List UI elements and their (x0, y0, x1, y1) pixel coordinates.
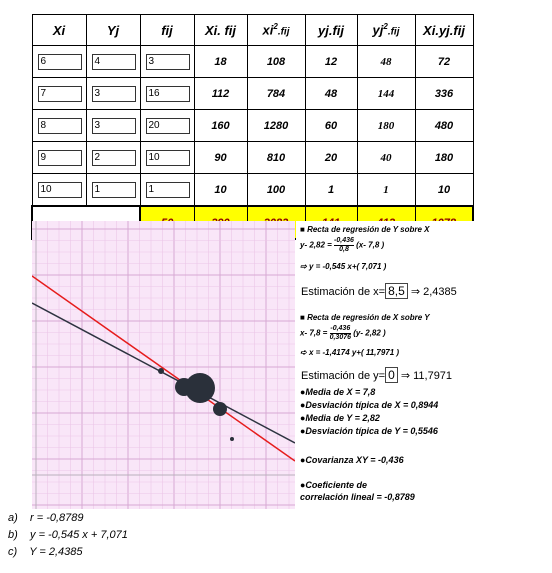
xiyjfij-cell: 72 (415, 46, 473, 78)
estimation-x-label: Estimación de x= (301, 286, 386, 298)
column-header-text: yj (372, 22, 384, 38)
media-y: ●Media de Y = 2,82 (300, 413, 380, 423)
yj-input[interactable]: 3 (92, 118, 136, 134)
xi2fij-cell: 810 (247, 142, 305, 174)
bullet-icon: ■ (300, 225, 305, 234)
column-header (32, 15, 86, 46)
formula-fraction (334, 237, 354, 254)
data-bubble (158, 368, 164, 374)
yjfij-cell: 60 (305, 110, 357, 142)
input-cell (86, 174, 140, 207)
input-cell (140, 142, 194, 174)
table-row (32, 174, 473, 207)
xi2fij-cell: 108 (247, 46, 305, 78)
regression-line-y-on-x (32, 276, 295, 461)
fij-input[interactable]: 20 (146, 118, 190, 134)
yjfij-cell: 1 (305, 174, 357, 207)
input-cell (86, 110, 140, 142)
xi-input[interactable]: 7 (38, 86, 82, 102)
desviacion-y: ●Desviación típica de Y = 0,5546 (300, 426, 438, 436)
superscript: 2 (383, 22, 388, 32)
fraction-numerator: -0,436 (334, 237, 354, 244)
results-panel (296, 221, 478, 509)
yjfij-cell: 20 (305, 142, 357, 174)
input-cell (32, 142, 86, 174)
yj2fij-cell: 144 (357, 78, 415, 110)
column-header-text: Xi (52, 22, 66, 38)
column-header-text: yj.fij (317, 22, 344, 38)
regression-x-title-text: Recta de regresión de X sobre Y (307, 313, 430, 322)
bullet-icon: ■ (300, 313, 305, 322)
column-header (357, 15, 415, 46)
fraction-denominator: 0,8 (339, 246, 349, 253)
xifij-cell: 160 (194, 110, 247, 142)
xiyjfij-cell: 10 (415, 174, 473, 207)
coeficiente-value: correlación lineal = -0,8789 (300, 492, 415, 502)
answer-letter: a) (8, 512, 18, 524)
estimation-x (301, 283, 457, 299)
column-header (194, 15, 247, 46)
xi-input[interactable]: 6 (38, 54, 82, 70)
yj-input[interactable]: 2 (92, 150, 136, 166)
answer-text: Y = 2,4385 (29, 546, 83, 558)
data-bubble (185, 373, 215, 403)
answer-c (8, 546, 83, 558)
yj-input[interactable]: 3 (92, 86, 136, 102)
formula-lhs: x- 7,8 = (300, 328, 328, 338)
regression-x-formula (300, 325, 386, 342)
fraction-denominator: 0,3076 (329, 334, 352, 341)
estimation-y-input[interactable]: 0 (385, 367, 398, 383)
regression-y-formula (300, 237, 384, 254)
answer-letter: c) (8, 546, 18, 558)
estimation-y-label: Estimación de y= (301, 370, 386, 382)
input-cell (32, 174, 86, 207)
xi-input[interactable]: 10 (38, 182, 82, 198)
xiyjfij-cell: 336 (415, 78, 473, 110)
data-bubble (213, 402, 227, 416)
table-row (32, 78, 473, 110)
formula-lhs: y- 2,82 = (300, 240, 332, 250)
formula-fraction (330, 325, 351, 342)
column-header-suffix: .fij (277, 26, 290, 38)
formula-rhs: (y- 2,82 ) (353, 328, 386, 338)
equation-text: x = -1,4174 y+( 11,7971 ) (308, 348, 400, 357)
xiyjfij-cell: 180 (415, 142, 473, 174)
column-header (247, 15, 305, 46)
answer-text: r = -0,8789 (30, 512, 84, 524)
fij-input[interactable]: 16 (146, 86, 190, 102)
table-row (32, 142, 473, 174)
yj-input[interactable]: 1 (92, 182, 136, 198)
frequency-table (31, 14, 474, 240)
xi-input[interactable]: 8 (38, 118, 82, 134)
regression-line-x-on-y (32, 303, 295, 443)
yj2fij-cell: 1 (357, 174, 415, 207)
input-cell (140, 174, 194, 207)
column-header-text: Yj (106, 22, 120, 38)
yj2fij-cell: 40 (357, 142, 415, 174)
regression-y-title-text: Recta de regresión de Y sobre X (307, 225, 430, 234)
column-header-text: Xi. fij (204, 22, 237, 38)
xi2fij-cell: 784 (247, 78, 305, 110)
answer-b (8, 529, 128, 541)
estimation-x-input[interactable]: 8,5 (385, 283, 408, 299)
column-header-text: xi (262, 22, 274, 38)
xi-input[interactable]: 9 (38, 150, 82, 166)
column-header (305, 15, 357, 46)
input-cell (140, 46, 194, 78)
answer-a (8, 512, 84, 524)
fraction-numerator: -0,436 (330, 325, 351, 332)
column-header-text: Xi.yj.fij (423, 22, 465, 38)
xifij-cell: 10 (194, 174, 247, 207)
column-header (415, 15, 473, 46)
yj2fij-cell: 180 (357, 110, 415, 142)
regression-x-title (300, 313, 430, 322)
regression-y-equation (300, 262, 386, 271)
covarianza: ●Covarianza XY = -0,436 (300, 455, 404, 465)
regression-plot (32, 221, 295, 509)
xifij-cell: 90 (194, 142, 247, 174)
input-cell (32, 78, 86, 110)
column-header (86, 15, 140, 46)
yj-input[interactable]: 4 (92, 54, 136, 70)
input-cell (86, 142, 140, 174)
input-cell (86, 46, 140, 78)
regression-graph (32, 221, 295, 509)
answer-text: y = -0,545 x + 7,071 (30, 529, 128, 541)
input-cell (140, 78, 194, 110)
superscript: 2 (273, 22, 278, 32)
xiyjfij-cell: 480 (415, 110, 473, 142)
xi2fij-cell: 1280 (247, 110, 305, 142)
regression-y-title (300, 225, 430, 234)
xifij-cell: 112 (194, 78, 247, 110)
table-header-row (32, 15, 473, 46)
implies-arrow-icon: ⇨ (300, 262, 307, 271)
implies-arrow-icon: ➪ (300, 348, 307, 357)
fij-input[interactable]: 1 (146, 182, 190, 198)
answer-letter: b) (8, 529, 18, 541)
fij-input[interactable]: 10 (146, 150, 190, 166)
column-header-suffix: .fij (387, 26, 400, 38)
yjfij-cell: 48 (305, 78, 357, 110)
desviacion-x: ●Desviación típica de X = 0,8944 (300, 400, 439, 410)
data-bubble (230, 437, 234, 441)
media-x: ●Media de X = 7,8 (300, 387, 376, 397)
formula-rhs: (x- 7,8 ) (356, 240, 385, 250)
estimation-y-result: ⇒ 11,7971 (400, 370, 453, 382)
fij-input[interactable]: 3 (146, 54, 190, 70)
xifij-cell: 18 (194, 46, 247, 78)
coeficiente-label: ●Coeficiente de (300, 480, 367, 490)
table-row (32, 110, 473, 142)
estimation-x-result: ⇒ 2,4385 (410, 286, 457, 298)
yj2fij-cell: 48 (357, 46, 415, 78)
input-cell (32, 46, 86, 78)
column-header-text: fij (161, 22, 173, 38)
column-header (140, 15, 194, 46)
equation-text: y = -0,545 x+( 7,071 ) (308, 262, 387, 271)
xi2fij-cell: 100 (247, 174, 305, 207)
regression-x-equation (300, 348, 399, 357)
yjfij-cell: 12 (305, 46, 357, 78)
input-cell (140, 110, 194, 142)
estimation-y (301, 367, 452, 383)
input-cell (86, 78, 140, 110)
table-row (32, 46, 473, 78)
input-cell (32, 110, 86, 142)
